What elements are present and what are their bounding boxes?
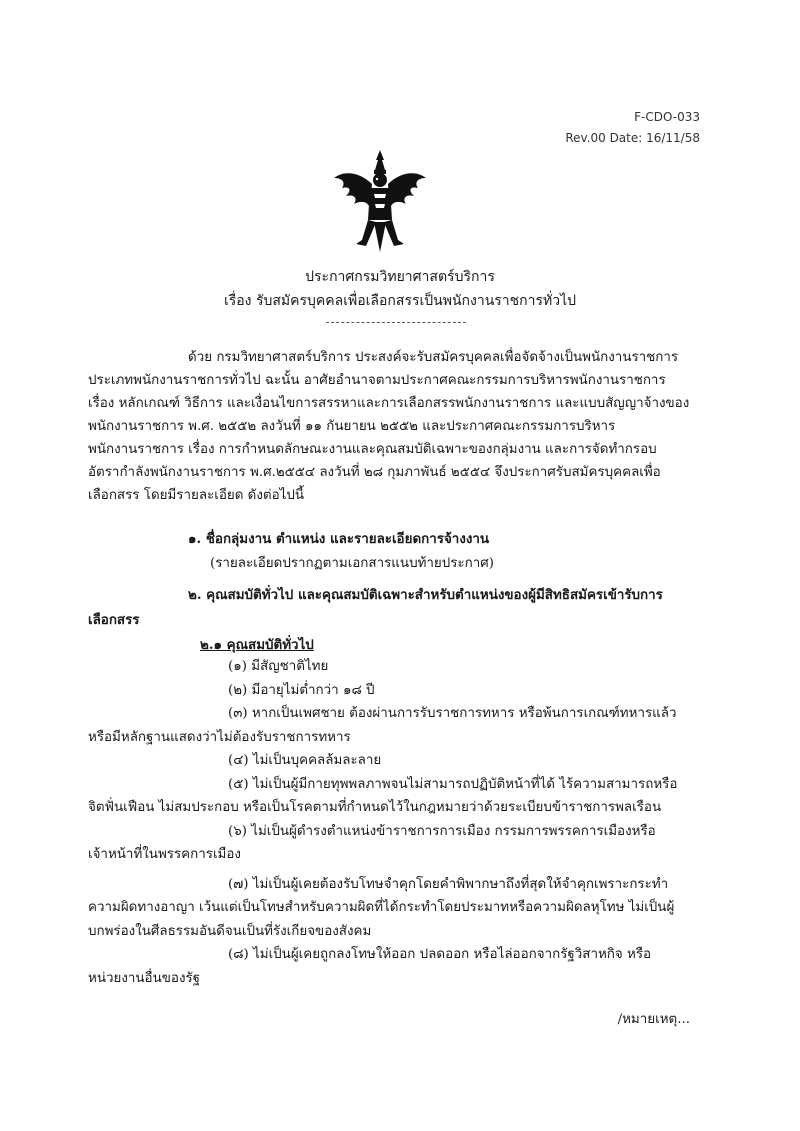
list-item: (๒) มีอายุไม่ต่ำกว่า ๑๘ ปี [228,682,375,698]
continuation-note: /หมายเหตุ... [617,1012,690,1027]
intro-line: พนักงานราชการ พ.ศ. ๒๕๕๒ ลงวันที่ ๑๑ กันยายน ๒๕๕๒ และประกาศคณะกรรมการบริหาร [88,419,616,434]
intro-paragraph [88,346,698,507]
intro-line: เลือกสรร โดยมีรายละเอียด ดังต่อไปนี้ [88,488,305,503]
list-item: (๓) หากเป็นเพศชาย ต้องผ่านการรับราชการทหาร หรือพ้นการเกณฑ์ทหารแล้ว [228,706,677,721]
list-item-cont: บกพร่องในศีลธรรมอันดีจนเป็นที่รังเกียจของสังคม [88,923,372,939]
intro-line: อัตรากำลังพนักงานราชการ พ.ศ.๒๕๕๔ ลงวันที่ ๒๘ กุมภาพันธ์ ๒๕๕๔ จึงประกาศรับสมัครบุคคลเพื่อ [88,465,661,480]
list-item-cont: เจ้าหน้าที่ในพรรคการเมือง [88,847,241,862]
revision-date: Rev.00 Date: 16/11/58 [565,131,700,145]
list-item-cont: หน่วยงานอื่นของรัฐ [88,970,201,986]
list-item: (๑) มีสัญชาติไทย [228,659,329,674]
list-item-cont: หรือมีหลักฐานแสดงว่าไม่ต้องรับราชการทหาร [88,729,351,745]
section-1-note: (รายละเอียดปรากฏตามเอกสารแนบท้ายประกาศ) [210,556,495,571]
list-item: (๘) ไม่เป็นผู้เคยถูกลงโทษให้ออก ปลดออก หรือไล่ออกจากรัฐวิสาหกิจ หรือ [228,947,652,962]
list-item-cont: ความผิดทางอาญา เว้นแต่เป็นโทษสำหรับความผิดที่ได้กระทำโดยประมาทหรือความผิดลหุโทษ ไม่เป็นผู้ [88,900,675,915]
title-divider [326,322,466,323]
list-item: (๕) ไม่เป็นผู้มีกายทุพพลภาพจนไม่สามารถปฏิบัติหน้าที่ได้ ไร้ความสามารถหรือ [228,776,678,792]
announcement-subject: เรื่อง รับสมัครบุคคลเพื่อเลือกสรรเป็นพนักงานราชการทั่วไป [223,293,577,309]
section-2-heading-cont: เลือกสรร [88,612,140,628]
list-item: (๔) ไม่เป็นบุคคลล้มละลาย [228,753,382,768]
announcement-title: ประกาศกรมวิทยาศาสตร์บริการ [305,269,495,285]
intro-line: พนักงานราชการ เรื่อง การกำหนดลักษณะงานและคุณสมบัติเฉพาะของกลุ่มงาน และการจัดทำกรอบ [88,442,657,457]
intro-line: ประเภทพนักงานราชการทั่วไป ฉะนั้น อาศัยอำนาจตามประกาศคณะกรรมการบริหารพนักงานราชการ [88,373,666,388]
intro-line: เรื่อง หลักเกณฑ์ วิธีการ และเงื่อนไขการสรรหาและการเลือกสรรพนักงานราชการ และแบบสัญญาจ้างของ [88,396,690,411]
intro-line: ด้วย กรมวิทยาศาสตร์บริการ ประสงค์จะรับสมัครบุคคลเพื่อจัดจ้างเป็นพนักงานราชการ [188,350,679,365]
garuda-emblem-icon [332,148,428,254]
list-item: (๖) ไม่เป็นผู้ดำรงตำแหน่งข้าราชการการเมือง กรรมการพรรคการเมืองหรือ [228,823,656,839]
section-2-heading: ๒. คุณสมบัติทั่วไป และคุณสมบัติเฉพาะสำหรับตำแหน่งของผู้มีสิทธิสมัครเข้ารับการ [188,587,663,603]
list-item: (๗) ไม่เป็นผู้เคยต้องรับโทษจำคุกโดยคำพิพากษาถึงที่สุดให้จำคุกเพราะกระทำ [228,876,669,892]
list-item-cont: จิตฟั่นเฟือน ไม่สมประกอบ หรือเป็นโรคตามที่กำหนดไว้ในกฎหมายว่าด้วยระเบียบข้าราชการพลเรือน [88,800,662,815]
section-2-1-heading: ๒.๑ คุณสมบัติทั่วไป [200,637,314,653]
section-1-heading: ๑. ชื่อกลุ่มงาน ตำแหน่ง และรายละเอียดการจ้างงาน [188,531,490,547]
form-code: F-CDO-033 [634,110,700,124]
qualifications-list [88,655,708,990]
